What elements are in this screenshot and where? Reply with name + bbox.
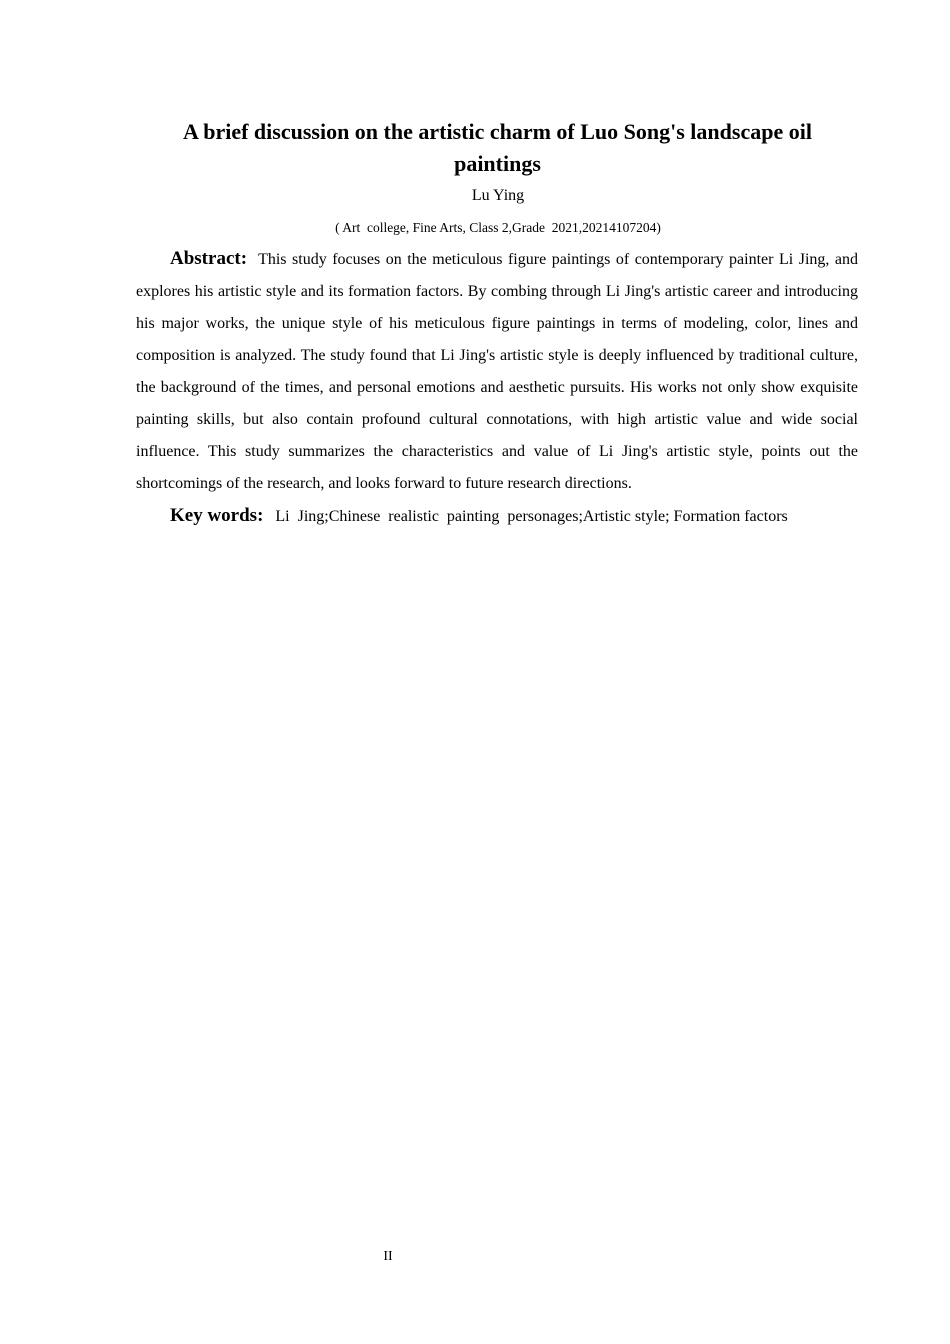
author-name: Lu Ying <box>471 187 525 204</box>
abstract-label: Abstract: <box>170 248 248 269</box>
paper-title: A brief discussion on the artistic charm of Luo Song's landscape oil paintings <box>183 119 812 176</box>
author-affiliation: ( Art college, Fine Arts, Class 2,Grade 2021,20214107204) <box>335 220 661 235</box>
keywords-text: Li Jing;Chinese realistic painting personages;Artistic style; Formation factors <box>275 508 788 525</box>
keywords-paragraph <box>136 500 858 533</box>
abstract-text: This study focuses on the meticulous figure paintings of contemporary painter Li Jing, and explores his artistic style and its formation factors. By combing through Li Jing's artistic career and introducing his major works, the unique style of his meticulous figure paintings in terms of modeling, color, lines and composition is analyzed. The study found that Li Jing's artistic style is deeply influenced by traditional culture, the background of the times, and personal emotions and aesthetic pursuits. His works not only show exquisite painting skills, but also contain profound cultural connotations, with high artistic value and wide social influence. This study summarizes the characteristics and value of Li Jing's artistic style, points out the shortcomings of the research, and looks forward to future research directions. <box>136 251 859 492</box>
page-number: II <box>383 1249 393 1264</box>
abstract-paragraph <box>136 243 858 500</box>
keywords-label: Key words: <box>170 505 264 526</box>
